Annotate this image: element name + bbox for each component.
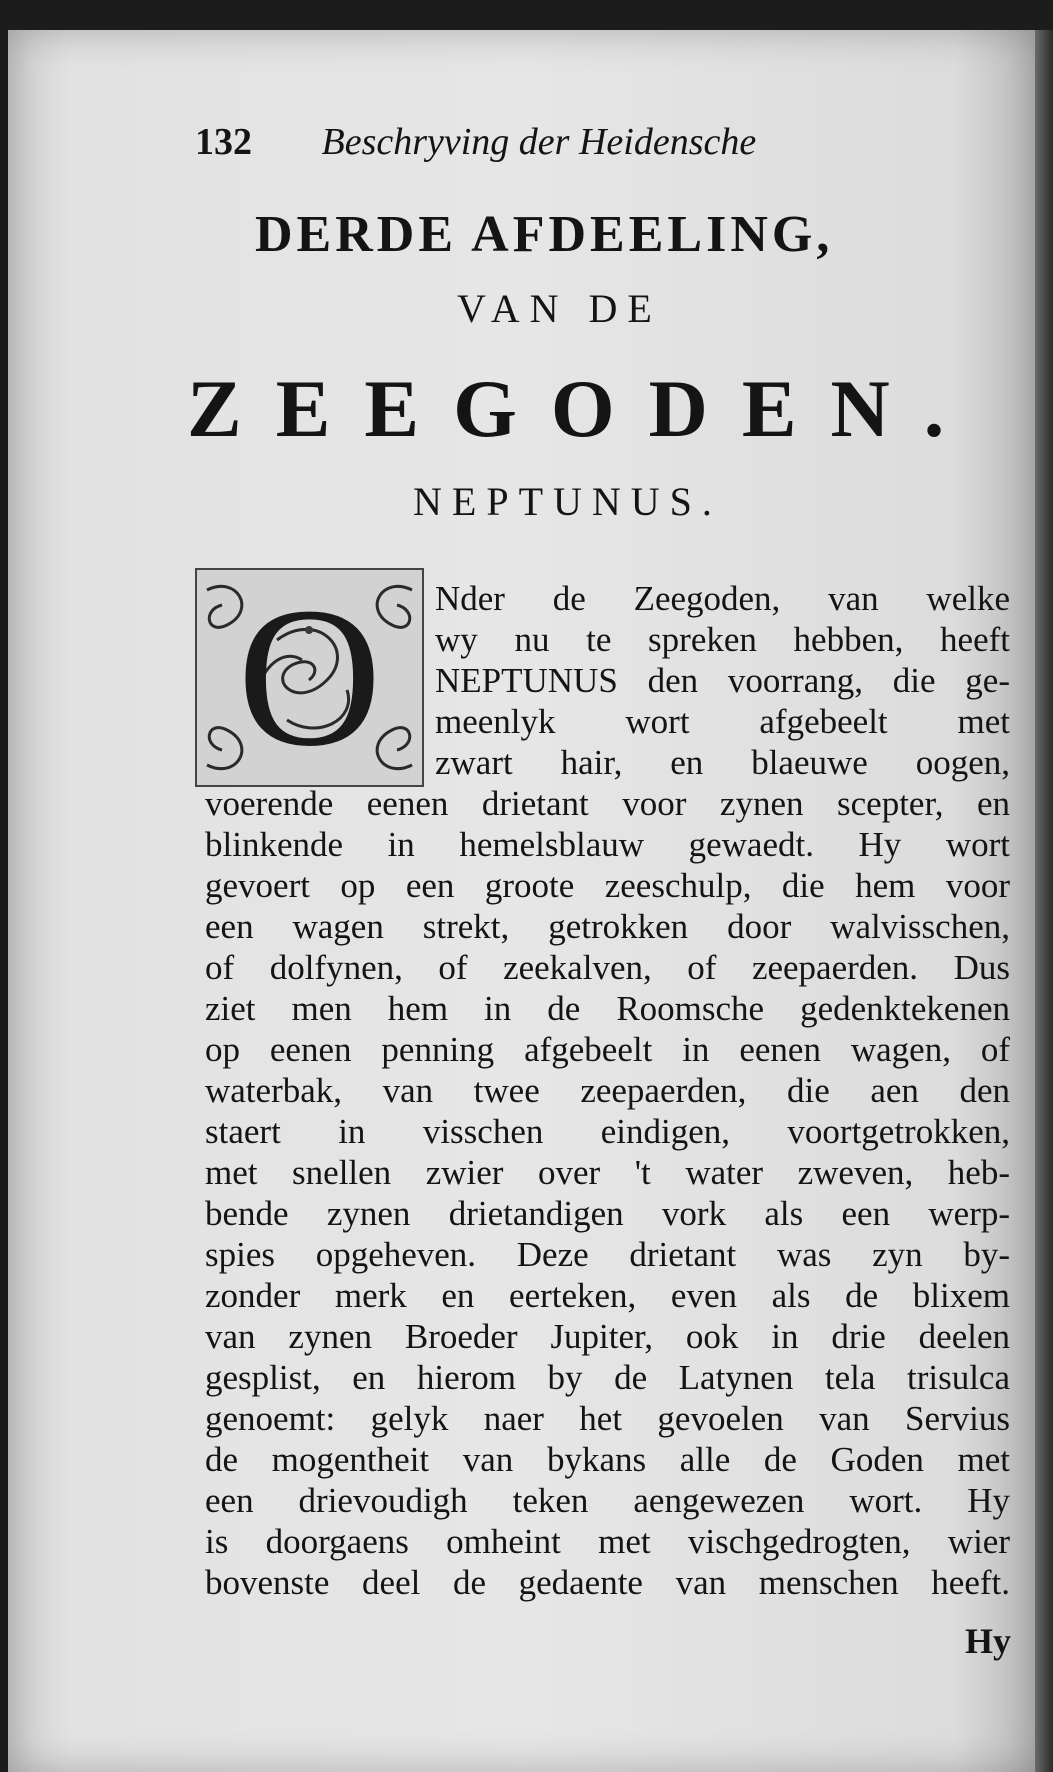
text-line: een wagen strekt, getrokken door walvisschen, [205, 907, 1010, 946]
text-line: een drievoudigh teken aengewezen wort. Hy [205, 1481, 1010, 1520]
text-line: Nder de Zeegoden, van welke [435, 579, 1010, 618]
text-line: zonder merk en eerteken, even als de blixem [205, 1276, 1010, 1315]
text-line: voerende eenen drietant voor zynen scepter, en [205, 784, 1010, 823]
page-number: 132 [195, 121, 252, 163]
catchword: Hy [965, 1621, 1012, 1661]
text-line: van zynen Broeder Jupiter, ook in drie deelen [205, 1317, 1010, 1356]
text-line: bovenste deel de gedaente van menschen heeft. [205, 1563, 1010, 1602]
running-head [195, 120, 885, 164]
text-line: is doorgaens omheint met vischgedrogten, wier [205, 1522, 1010, 1561]
text-line: gesplist, en hierom by de Latynen tela trisulca [205, 1358, 1010, 1397]
text-line: met snellen zwier over 't water zweven, heb- [205, 1153, 1010, 1192]
section-heading: DERDE AFDEELING, [255, 206, 834, 263]
chapter-name: NEPTUNUS. [413, 479, 722, 524]
initial-letter: O [237, 566, 382, 788]
main-heading: ZEEGODEN. [187, 363, 979, 454]
text-line: ziet men hem in de Roomsche gedenktekenen [205, 989, 1010, 1028]
text-line: bende zynen drietandigen vork als een werp- [205, 1194, 1010, 1233]
text-line: genoemt: gelyk naer het gevoelen van Servius [205, 1399, 1010, 1438]
text-line: staert in visschen eindigen, voortgetrokken, [205, 1112, 1010, 1151]
text-line: blinkende in hemelsblauw gewaedt. Hy wort [205, 825, 1010, 864]
ornamental-initial [195, 568, 424, 787]
sub-heading: VAN DE [457, 286, 662, 331]
text-line: de mogentheit van bykans alle de Goden met [205, 1440, 1010, 1479]
text-line: gevoert op een groote zeeschulp, die hem voor [205, 866, 1010, 905]
running-title: Beschryving der Heidensche [321, 121, 757, 163]
book-edge [1035, 30, 1053, 1772]
text-line: wy nu te spreken hebben, heeft [435, 620, 1010, 659]
text-line: meenlyk wort afgebeelt met [435, 702, 1010, 741]
text-line: waterbak, van twee zeepaerden, die aen den [205, 1071, 1010, 1110]
text-line: spies opgeheven. Deze drietant was zyn by- [205, 1235, 1010, 1274]
text-line: NEPTUNUS den voorrang, die ge- [435, 661, 1010, 700]
text-line: of dolfynen, of zeekalven, of zeepaerden. Dus [205, 948, 1010, 987]
text-line: op eenen penning afgebeelt in eenen wagen, of [205, 1030, 1010, 1069]
text-line: zwart hair, en blaeuwe oogen, [435, 743, 1010, 782]
